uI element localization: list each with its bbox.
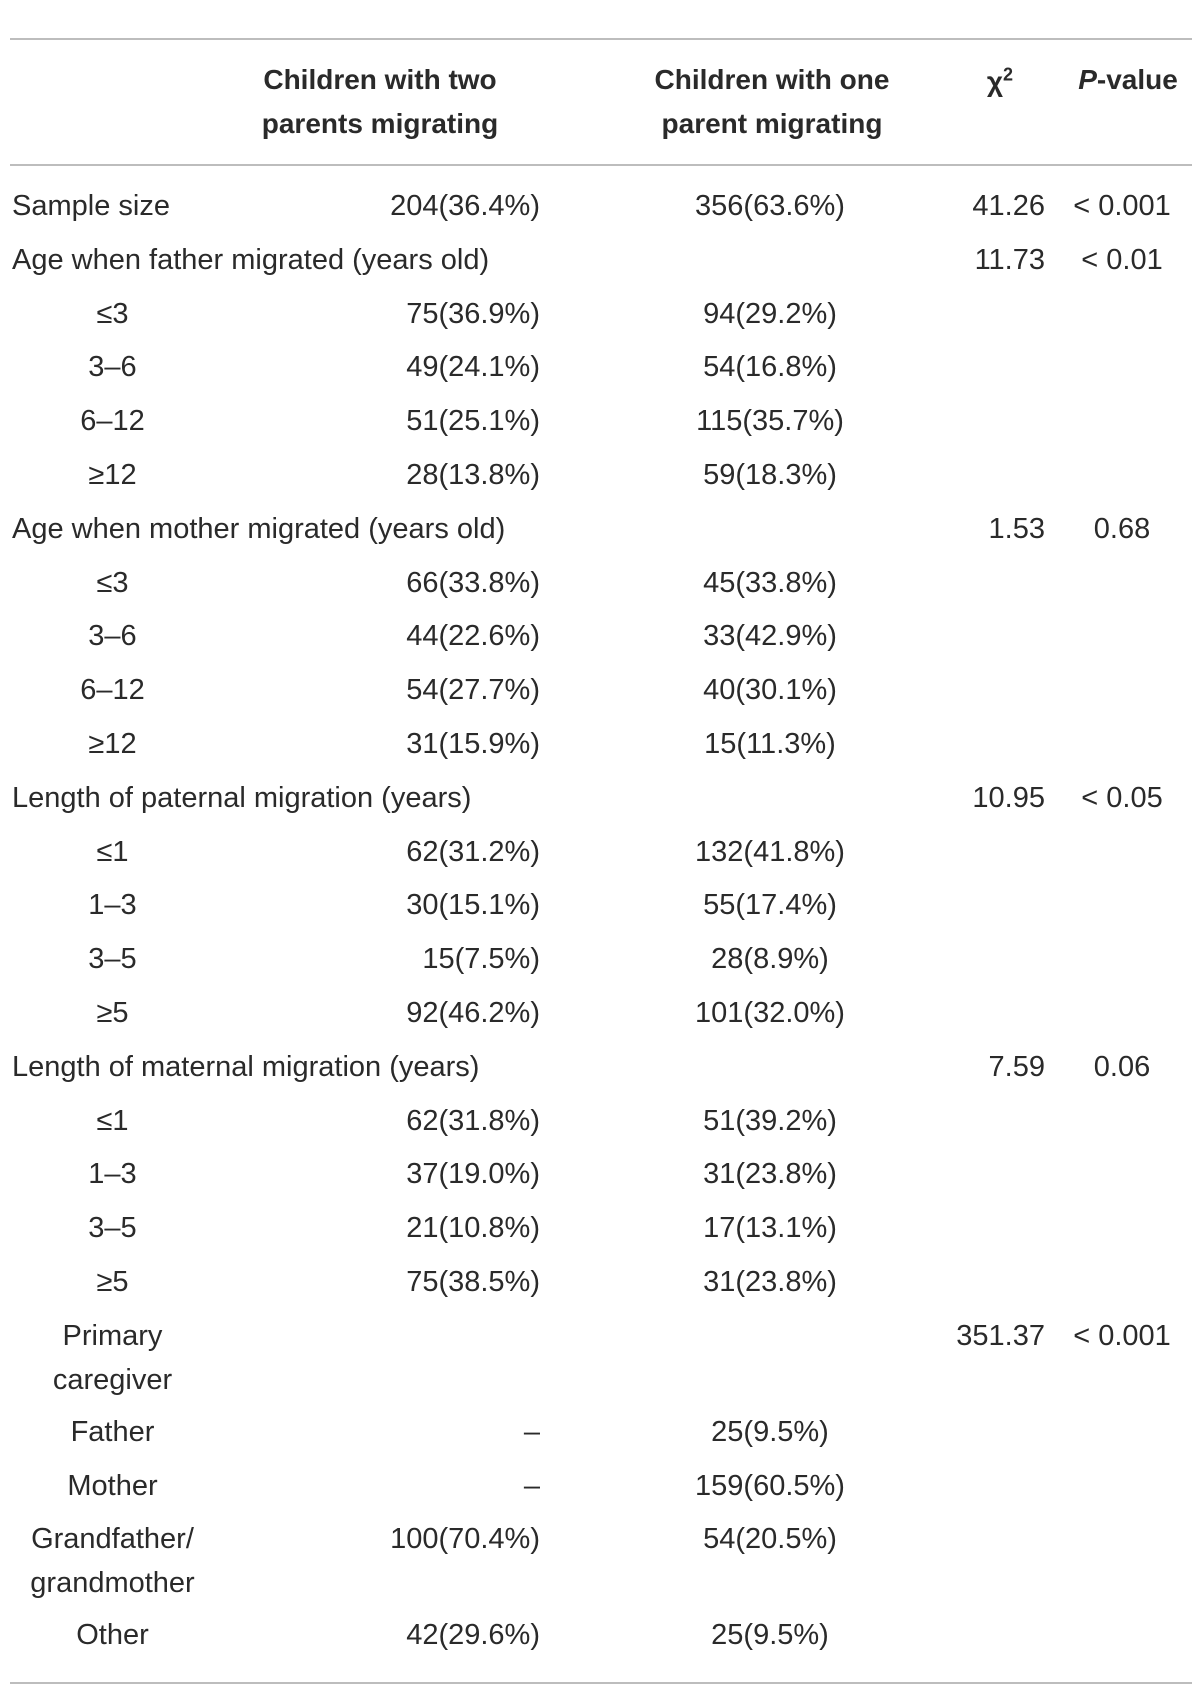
table-row xyxy=(0,288,1200,342)
table-row xyxy=(0,1460,1200,1514)
cell-one-parent: 33(42.9%) xyxy=(703,620,837,653)
row-label: Primary caregiver xyxy=(52,1319,173,1396)
cell-one-parent: 54(20.5%) xyxy=(703,1523,837,1556)
cell-chi-square: 41.26 xyxy=(972,190,1045,222)
table-header xyxy=(0,58,1200,158)
table-row xyxy=(0,772,1200,826)
cell-one-parent: 31(23.8%) xyxy=(703,1265,837,1298)
cell-p-value: 0.68 xyxy=(1093,512,1151,545)
cell-one-parent: 31(23.8%) xyxy=(703,1158,837,1191)
row-label: Age when father migrated (years old) xyxy=(12,243,490,276)
cell-two-parents: – xyxy=(523,1469,540,1502)
cell-p-value: < 0.01 xyxy=(1081,243,1163,276)
header-one-parent xyxy=(622,58,922,146)
cell-chi-square: 11.73 xyxy=(974,243,1045,276)
cell-two-parents: 62(31.2%) xyxy=(406,835,540,868)
table-row xyxy=(0,826,1200,880)
header-chi-square xyxy=(955,60,1045,104)
cell-p-value: 0.06 xyxy=(1093,1050,1151,1083)
row-label: ≤1 xyxy=(96,835,129,868)
cell-two-parents: 204(36.4%) xyxy=(390,190,540,222)
table-row xyxy=(0,1609,1200,1663)
cell-p-value: < 0.001 xyxy=(1073,1319,1171,1352)
cell-one-parent: 115(35.7%) xyxy=(696,405,844,438)
header-two-parents-line1: Children with two xyxy=(263,64,497,95)
cell-two-parents: 31(15.9%) xyxy=(406,727,540,760)
cell-one-parent: 94(29.2%) xyxy=(703,297,837,330)
table-row xyxy=(0,1202,1200,1256)
cell-two-parents: 15(7.5%) xyxy=(422,943,540,976)
row-label: Other xyxy=(76,1619,149,1652)
row-label: 6–12 xyxy=(80,405,145,438)
header-chi-symbol: χ xyxy=(986,66,1004,97)
header-p-italic: P xyxy=(1078,64,1097,95)
cell-two-parents: 49(24.1%) xyxy=(406,351,540,384)
row-label: ≤1 xyxy=(96,1104,129,1137)
table-row xyxy=(0,933,1200,987)
table-row xyxy=(0,987,1200,1041)
cell-two-parents: 100(70.4%) xyxy=(390,1523,540,1556)
table-row xyxy=(0,341,1200,395)
cell-two-parents: 21(10.8%) xyxy=(406,1212,540,1245)
table-row xyxy=(0,395,1200,449)
cell-two-parents: 28(13.8%) xyxy=(406,458,540,491)
table-row xyxy=(0,449,1200,503)
row-label: Father xyxy=(70,1415,155,1448)
cell-two-parents: 62(31.8%) xyxy=(406,1104,540,1137)
cell-one-parent: 59(18.3%) xyxy=(703,458,837,491)
row-label: ≤3 xyxy=(96,297,129,330)
row-label: Grandfather/ grandmother xyxy=(30,1523,195,1600)
cell-two-parents: 37(19.0%) xyxy=(406,1158,540,1191)
table-bottom-rule xyxy=(10,1682,1192,1684)
cell-two-parents: 42(29.6%) xyxy=(406,1619,540,1652)
table-row xyxy=(0,503,1200,557)
table-row xyxy=(0,664,1200,718)
row-label: ≥12 xyxy=(88,458,137,491)
cell-two-parents: 92(46.2%) xyxy=(406,996,540,1029)
table-row xyxy=(0,1041,1200,1095)
table-body xyxy=(0,180,1200,1663)
cell-chi-square: 351.37 xyxy=(956,1319,1045,1352)
table-row xyxy=(0,1095,1200,1149)
table-row xyxy=(0,234,1200,288)
cell-one-parent: 132(41.8%) xyxy=(695,835,845,868)
cell-two-parents: 30(15.1%) xyxy=(406,889,540,922)
cell-p-value: < 0.05 xyxy=(1081,781,1163,814)
header-one-parent-line1: Children with one xyxy=(654,64,890,95)
table-header-rule xyxy=(10,164,1192,166)
row-label: Sample size xyxy=(12,190,170,222)
header-two-parents-line2: parents migrating xyxy=(261,108,499,139)
cell-one-parent: 45(33.8%) xyxy=(703,566,837,599)
cell-two-parents: 75(36.9%) xyxy=(406,297,540,330)
cell-chi-square: 7.59 xyxy=(988,1050,1045,1083)
table-row xyxy=(0,1406,1200,1460)
cell-chi-square: 1.53 xyxy=(988,512,1045,545)
row-label: 3–5 xyxy=(88,1212,137,1245)
cell-two-parents: 54(27.7%) xyxy=(406,674,540,707)
header-chi-superscript: 2 xyxy=(1003,64,1014,85)
table-row xyxy=(0,1148,1200,1202)
table-row xyxy=(0,1310,1200,1406)
cell-chi-square: 10.95 xyxy=(972,781,1045,814)
cell-one-parent: 356(63.6%) xyxy=(695,190,845,222)
row-label: 1–3 xyxy=(88,1158,137,1191)
cell-one-parent: 17(13.1%) xyxy=(703,1212,837,1245)
cell-two-parents: 66(33.8%) xyxy=(406,566,540,599)
cell-one-parent: 28(8.9%) xyxy=(711,943,829,976)
table-row xyxy=(0,557,1200,611)
row-label: Age when mother migrated (years old) xyxy=(12,512,506,545)
cell-p-value: < 0.001 xyxy=(1073,190,1171,222)
cell-one-parent: 40(30.1%) xyxy=(703,674,837,707)
cell-two-parents: 51(25.1%) xyxy=(406,405,540,438)
row-label: ≥5 xyxy=(96,1265,129,1298)
row-label: Length of paternal migration (years) xyxy=(12,781,472,814)
row-label: 3–6 xyxy=(88,620,137,653)
row-label: ≥12 xyxy=(88,727,137,760)
row-label: 6–12 xyxy=(80,674,145,707)
cell-one-parent: 54(16.8%) xyxy=(703,351,837,384)
cell-one-parent: 51(39.2%) xyxy=(703,1104,837,1137)
cell-one-parent: 25(9.5%) xyxy=(711,1619,829,1652)
cell-two-parents: 44(22.6%) xyxy=(406,620,540,653)
row-label: ≤3 xyxy=(96,566,129,599)
cell-two-parents: – xyxy=(523,1415,540,1448)
row-label: 3–5 xyxy=(88,943,137,976)
cell-one-parent: 55(17.4%) xyxy=(703,889,837,922)
table-top-rule xyxy=(10,38,1192,40)
cell-one-parent: 25(9.5%) xyxy=(711,1415,829,1448)
row-label: Length of maternal migration (years) xyxy=(12,1050,480,1083)
table-row xyxy=(0,180,1200,234)
cell-one-parent: 15(11.3%) xyxy=(704,727,836,760)
header-two-parents xyxy=(230,58,530,146)
header-one-parent-line2: parent migrating xyxy=(661,108,883,139)
row-label: 1–3 xyxy=(88,889,137,922)
cell-one-parent: 159(60.5%) xyxy=(695,1469,845,1502)
header-p-value xyxy=(1058,58,1198,102)
cell-two-parents: 75(38.5%) xyxy=(406,1265,540,1298)
row-label: 3–6 xyxy=(88,351,137,384)
cell-one-parent: 101(32.0%) xyxy=(695,996,845,1029)
table-row xyxy=(0,879,1200,933)
row-label: Mother xyxy=(67,1469,158,1502)
header-p-rest: -value xyxy=(1096,64,1178,95)
table-row xyxy=(0,1256,1200,1310)
table-row xyxy=(0,1513,1200,1609)
table-row xyxy=(0,610,1200,664)
row-label: ≥5 xyxy=(96,996,129,1029)
table-row xyxy=(0,718,1200,772)
